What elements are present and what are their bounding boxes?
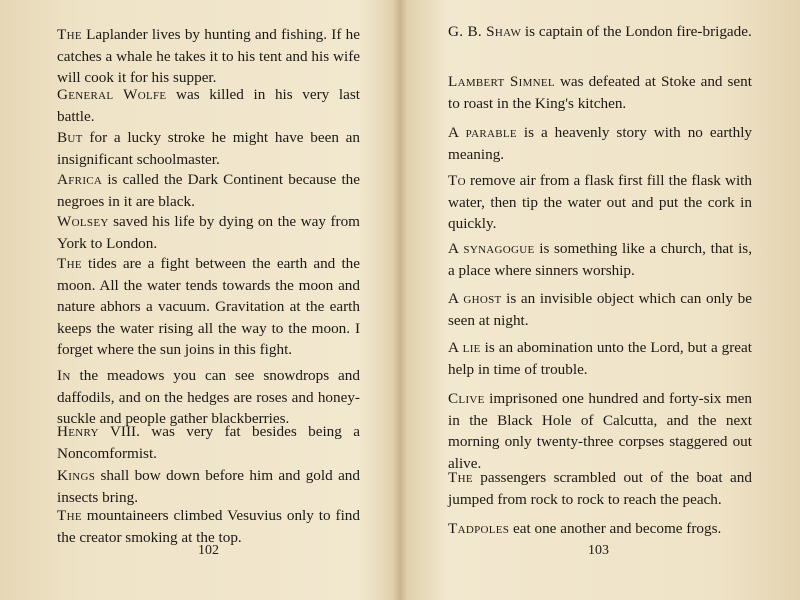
entry-lead: Kings	[57, 467, 96, 484]
entry-lead: General Wolfe	[57, 86, 167, 103]
entry-text: the meadows you can see snowdrops and daffodils, and on the hedges are roses and honey-suckle and people gather blackberries.	[57, 367, 360, 427]
page-number-left: 102	[198, 543, 219, 558]
right-page	[400, 0, 800, 600]
entry-lead: The	[57, 507, 82, 524]
entry-lead: The	[57, 26, 82, 43]
entry-gb-shaw	[448, 21, 752, 43]
entry-lead: Wolsey	[57, 213, 109, 230]
entry-lead: A parable	[448, 124, 517, 141]
entry-text: was defeated at Stoke and sent to roast in the King's kitchen.	[448, 73, 752, 112]
entry-henry-viii	[57, 421, 360, 464]
entry-lead: Lambert Simnel	[448, 73, 555, 90]
entry-text: is something like a church, that is, a place where sinners worship.	[448, 240, 752, 279]
entry-text: Laplander lives by hunting and fishing. If he catches a whale he takes it to his tent and his wife will cook it for his supper.	[57, 26, 360, 86]
entry-text: remove air from a flask first fill the flask with water, then tip the water out and put the cork in quickly.	[448, 172, 752, 232]
entry-text: imprisoned one hundred and forty-six men in the Black Hole of Calcutta, and the next morning only twenty-three corpses staggered out alive.	[448, 390, 752, 472]
entry-lead: Africa	[57, 171, 103, 188]
entry-lead: But	[57, 129, 83, 146]
entry-lambert-simnel	[448, 71, 752, 114]
entry-africa	[57, 169, 360, 212]
entry-text: for a lucky stroke he might have been an insignificant schoolmaster.	[57, 129, 360, 168]
entry-lead: The	[57, 255, 82, 272]
entry-text: shall bow down before him and gold and insects bring.	[57, 467, 360, 506]
entry-passengers	[448, 467, 752, 510]
entry-text: mountaineers climbed Vesuvius only to find the creator smoking at the top.	[57, 507, 360, 546]
entry-lead: Henry	[57, 423, 99, 440]
entry-lead: G. B. Shaw	[448, 23, 522, 40]
entry-text: is a heavenly story with no earthly meaning.	[448, 124, 753, 163]
entry-wolsey	[57, 211, 360, 254]
entry-meadows	[57, 365, 360, 430]
entry-lead: Tadpoles	[448, 520, 510, 537]
entry-general-wolfe	[57, 84, 360, 127]
entry-kings	[57, 465, 360, 508]
entry-lead: A lie	[448, 339, 481, 356]
entry-ghost	[448, 288, 752, 331]
entry-tides	[57, 253, 360, 361]
entry-text: is an abomination unto the Lord, but a great help in time of trouble.	[448, 339, 752, 378]
entry-text: tides are a fight between the earth and the moon. All the water tends towards the moon and nature abhors a vacuum. Gravitation at the earth keeps the water rising all the way to the moon. I forget where the sun joins in this fight.	[57, 255, 360, 358]
entry-text: passengers scrambled out of the boat and jumped from rock to rock to reach the peach.	[448, 469, 752, 508]
entry-synagogue	[448, 238, 752, 281]
entry-lie	[448, 337, 752, 380]
entry-text: is captain of the London fire-brigade.	[521, 23, 752, 40]
entry-text: was killed in his very last battle.	[57, 86, 360, 125]
entry-lucky-stroke	[57, 127, 360, 170]
entry-lead: Clive	[448, 390, 485, 407]
entry-lead: A synagogue	[448, 240, 535, 257]
entry-text: VIII. was very fat besides being a Noncomformist.	[57, 423, 360, 462]
entry-text: is an invisible object which can only be seen at night.	[448, 290, 752, 329]
entry-tadpoles	[448, 518, 752, 540]
entry-mountaineers	[57, 505, 360, 548]
entry-lead: To	[448, 172, 466, 189]
entry-clive	[448, 388, 752, 474]
entry-lead: The	[448, 469, 473, 486]
entry-flask	[448, 170, 752, 235]
entry-text: is called the Dark Continent because the negroes in it are black.	[57, 171, 360, 210]
entry-lead: A ghost	[448, 290, 502, 307]
page-number-right: 103	[588, 543, 609, 558]
entry-lead: In	[57, 367, 71, 384]
entry-text: saved his life by dying on the way from York to London.	[57, 213, 360, 252]
entry-laplander	[57, 24, 360, 89]
entry-text: eat one another and become frogs.	[509, 520, 722, 537]
entry-parable	[448, 122, 752, 165]
